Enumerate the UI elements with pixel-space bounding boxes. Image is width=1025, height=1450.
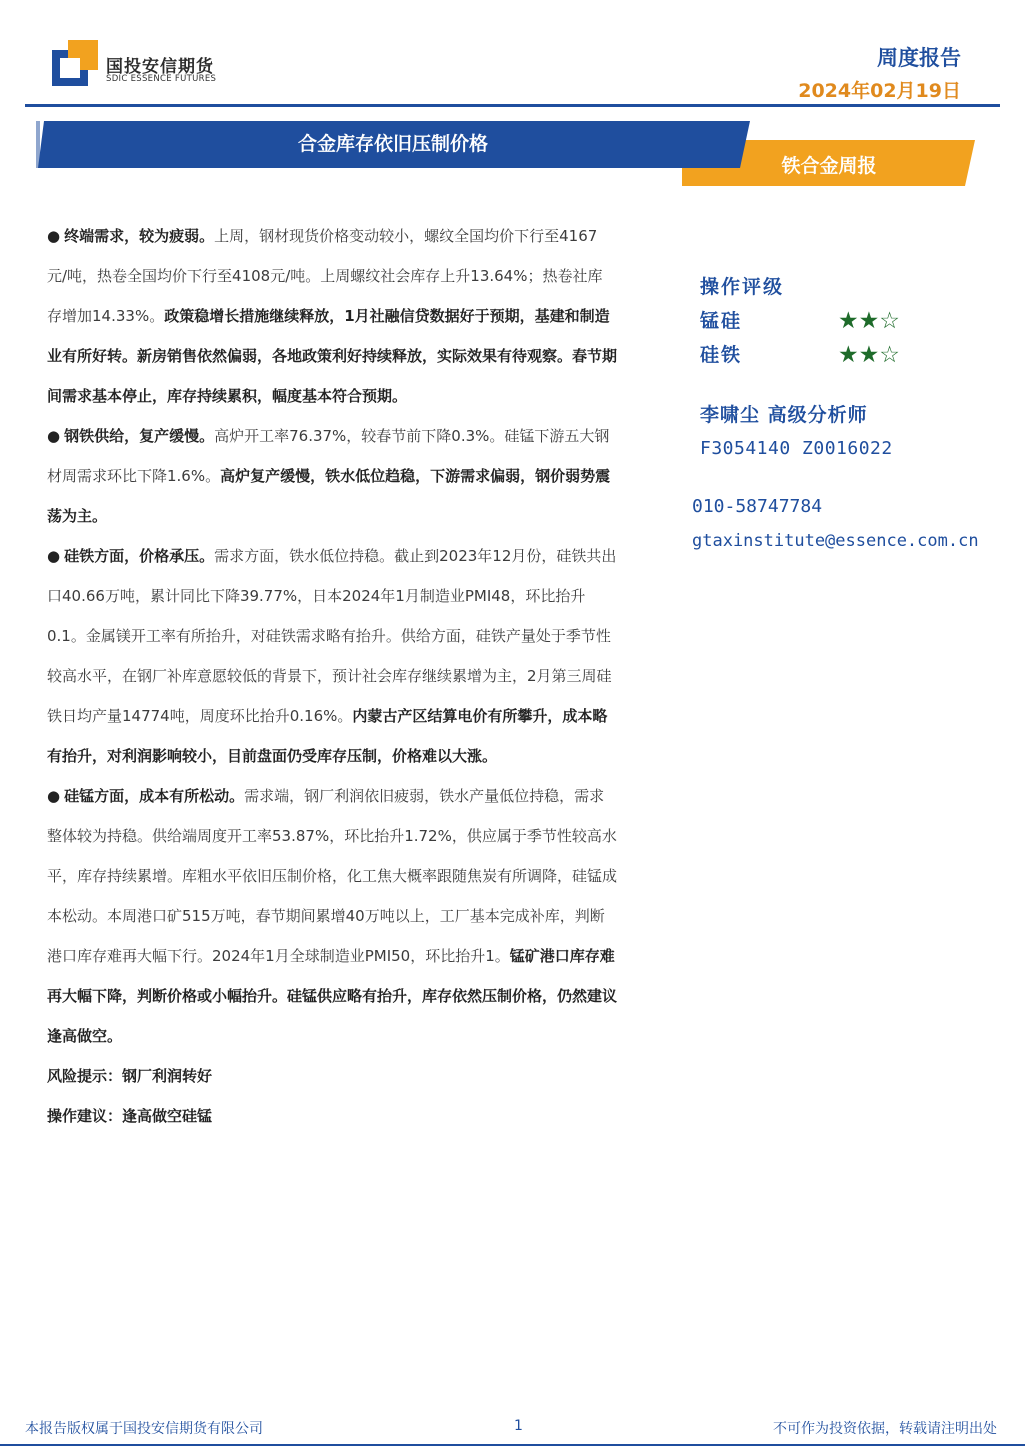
paragraph-lead: 硅锰方面，成本有所松动。 — [64, 787, 245, 805]
paragraph-text: 需求方面，铁水低位持稳。截止到2023年12月份，硅铁共出口40.66万吨，累计同比下降39.77%，日本2024年1月制造业PMI48，环比抬升0.1。金属镁开工率有所抬升，对硅铁需求略有抬升。供给方面，硅铁产量处于季节性较高水平，在钢厂补库意愿较低的背景下，预计社会库存继续累增为主，2月第三周硅铁日均产量14774吨，周度环比抬升0.16%。 — [47, 547, 617, 725]
rating-name: 锰硅 — [700, 310, 743, 332]
paragraph-silicomanganese — [47, 776, 617, 1056]
paragraph-text: 需求端，钢厂利润依旧疲弱，铁水产量低位持稳，需求整体较为持稳。供给端周度开工率53.87%，环比抬升1.72%，供应属于季节性较高水平，库存持续累增。库粗水平依旧压制价格，化工焦大概率跟随焦炭有所调降，硅锰成本松动。本周港口矿515万吨，春节期间累增40万吨以上，工厂基本完成补库，判断港口库存难再大幅下行。2024年1月全球制造业PMI50，环比抬升1。 — [47, 787, 618, 965]
paragraph-text: 上周，钢材现货价格变动较小，螺纹全国均价下行至4167元/吨，热卷全国均价下行至4108元/吨。上周螺纹社会库存上升13.64%；热卷社库存增加14.33%。 — [47, 227, 603, 325]
logo-text-en: SDIC ESSENCE FUTURES — [106, 74, 217, 84]
rating-row — [700, 338, 1010, 372]
paragraph-supply — [47, 416, 617, 536]
paragraph-emphasis: 内蒙古产区结算电价有所攀升，成本略有抬升，对利润影响较小，目前盘面仍受库存压制，价格难以大涨。 — [47, 707, 608, 765]
paragraph-demand — [47, 216, 617, 416]
rating-name: 硅铁 — [700, 344, 743, 366]
report-category-tag: 铁合金周报 — [781, 155, 877, 177]
rating-stars-icon: ★★☆ — [838, 342, 900, 368]
logo-text-cn: 国投安信期货 — [106, 57, 214, 77]
analyst-name: 李啸尘 高级分析师 — [700, 404, 868, 426]
paragraph-lead: 硅铁方面，价格承压。 — [64, 547, 215, 565]
paragraph-text: 高炉开工率76.37%，较春节前下降0.3%。硅锰下游五大钢材周需求环比下降1.6%。 — [47, 427, 610, 485]
advice-note — [47, 1096, 617, 1136]
advice-text: 操作建议：逢高做空硅锰 — [47, 1107, 213, 1125]
paragraph-lead: 钢铁供给，复产缓慢。 — [64, 427, 215, 445]
contact-phone: 010-58747784 — [692, 496, 823, 517]
title-banner — [0, 118, 1025, 190]
paragraph-lead: 终端需求，较为疲弱。 — [64, 227, 215, 245]
footer-divider — [0, 1444, 1025, 1446]
report-date: 2024年02月19日 — [798, 80, 961, 102]
rating-stars-icon: ★★☆ — [838, 308, 900, 334]
rating-row — [700, 304, 1010, 338]
rating-title: 操作评级 — [700, 276, 785, 298]
paragraph-emphasis: 高炉复产缓慢，铁水低位趋稳，下游需求偏弱，钢价弱势震荡为主。 — [47, 467, 611, 525]
paragraph-emphasis: 锰矿港口库存难再大幅下降，判断价格或小幅抬升。硅锰供应略有抬升，库存依然压制价格，仍然建议逢高做空。 — [47, 947, 618, 1045]
page-number: 1 — [514, 1418, 523, 1434]
logo-mark-icon — [52, 40, 98, 86]
header-divider — [25, 104, 1000, 107]
report-title: 合金库存依旧压制价格 — [297, 133, 488, 155]
contact-email[interactable]: gtaxinstitute@essence.com.cn — [692, 531, 979, 551]
bullet-icon: ● — [47, 427, 61, 445]
risk-text: 风险提示：钢厂利润转好 — [47, 1067, 213, 1085]
bullet-icon: ● — [47, 547, 61, 565]
company-logo — [52, 40, 252, 86]
analyst-cert: F3054140 Z0016022 — [700, 438, 893, 459]
report-body — [47, 216, 617, 1136]
paragraph-emphasis: 政策稳增长措施继续释放，1月社融信贷数据好于预期，基建和制造业有所好转。新房销售依然偏弱，各地政策利好持续释放，实际效果有待观察。春节期间需求基本停止，库存持续累积，幅度基本符合预期。 — [47, 307, 618, 405]
report-type: 周度报告 — [877, 46, 961, 70]
risk-note — [47, 1056, 617, 1096]
bullet-icon: ● — [47, 227, 61, 245]
footer-disclaimer: 不可作为投资依据，转载请注明出处 — [773, 1421, 997, 1437]
bullet-icon: ● — [47, 787, 61, 805]
paragraph-ferrosilicon — [47, 536, 617, 776]
footer-copyright: 本报告版权属于国投安信期货有限公司 — [25, 1421, 263, 1437]
sidebar — [692, 270, 1010, 558]
